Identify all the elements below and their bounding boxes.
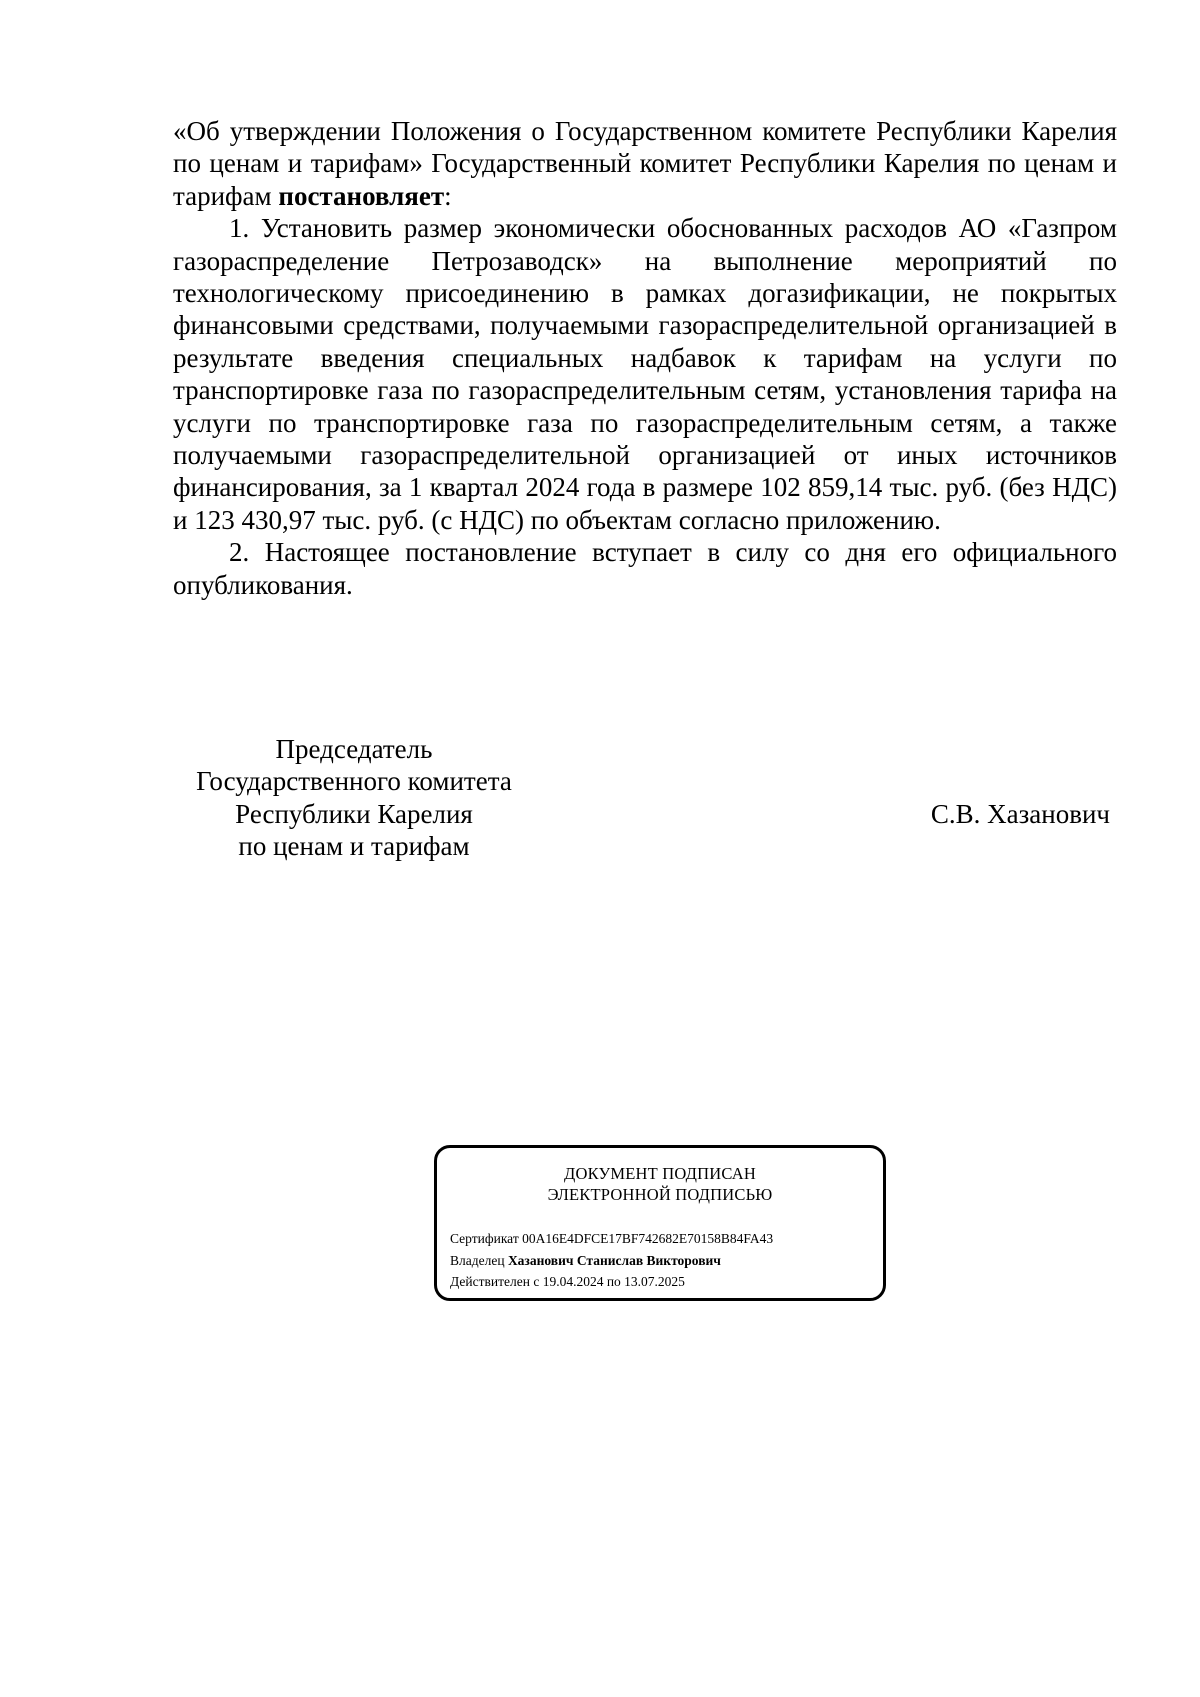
stamp-header-line: ЭЛЕКТРОННОЙ ПОДПИСЬЮ bbox=[547, 1185, 773, 1204]
signer-title-line: Республики Карелия bbox=[235, 798, 473, 829]
owner-value: Хазанович Станислав Викторович bbox=[507, 1252, 721, 1268]
stamp-details bbox=[450, 1228, 773, 1293]
signer-name: С.В. Хазанович bbox=[930, 799, 1110, 829]
certificate-label: Сертификат bbox=[450, 1231, 519, 1246]
item-2-paragraph: 2. Настоящее постановление вступает в силу со дня его официального опубликования. bbox=[173, 537, 1117, 600]
stamp-header bbox=[437, 1163, 883, 1205]
valid-to-label: по bbox=[606, 1274, 621, 1289]
valid-to-date: 13.07.2025 bbox=[624, 1274, 685, 1289]
owner-label: Владелец bbox=[450, 1252, 505, 1268]
intro-bold-word: постановляет bbox=[278, 180, 445, 211]
signer-title-line: по ценам и тарифам bbox=[238, 831, 470, 862]
valid-from-date: 19.04.2024 bbox=[542, 1274, 604, 1289]
certificate-value: 00A16E4DFCE17BF742682E70158B84FA43 bbox=[522, 1231, 774, 1246]
signer-title bbox=[173, 733, 535, 863]
document-body bbox=[173, 115, 1117, 601]
intro-tail: : bbox=[444, 180, 452, 211]
stamp-header-line: ДОКУМЕНТ ПОДПИСАН bbox=[564, 1164, 756, 1183]
valid-from-label: с bbox=[533, 1274, 540, 1289]
valid-label: Действителен bbox=[450, 1274, 530, 1289]
owner-row bbox=[450, 1250, 773, 1272]
certificate-row bbox=[450, 1228, 773, 1250]
validity-row bbox=[450, 1271, 773, 1293]
item-1-paragraph: 1. Установить размер экономически обоснованных расходов АО «Газпром газораспределение Петрозаводск» на выполнение мероприятий по технологическому присоединению в рамках догазификации, не покрытых финансовыми средствами, получаемыми газораспределительной организацией в результате введения специальных надбавок к тарифам на услуги по транспортировке газа по газораспределительным сетям, установления тарифа на услуги по транспортировке газа по газораспределительным сетям, а также получаемыми газораспределительной организацией от иных источников финансирования, за 1 квартал 2024 года в размере 102 859,14 тыс. руб. (без НДС) и 123 430,97 тыс. руб. (с НДС) по объектам согласно приложению. bbox=[173, 213, 1117, 535]
signer-title-line: Государственного комитета bbox=[196, 766, 512, 797]
electronic-signature-stamp bbox=[434, 1145, 886, 1301]
intro-text: «Об утверждении Положения о Государственном комитете Республики Карелия по ценам и тарифам» Государственный комитет Республики Карелия по ценам и тарифам bbox=[173, 116, 1117, 211]
intro-paragraph bbox=[173, 115, 1117, 212]
signer-title-line: Председатель bbox=[275, 734, 433, 764]
